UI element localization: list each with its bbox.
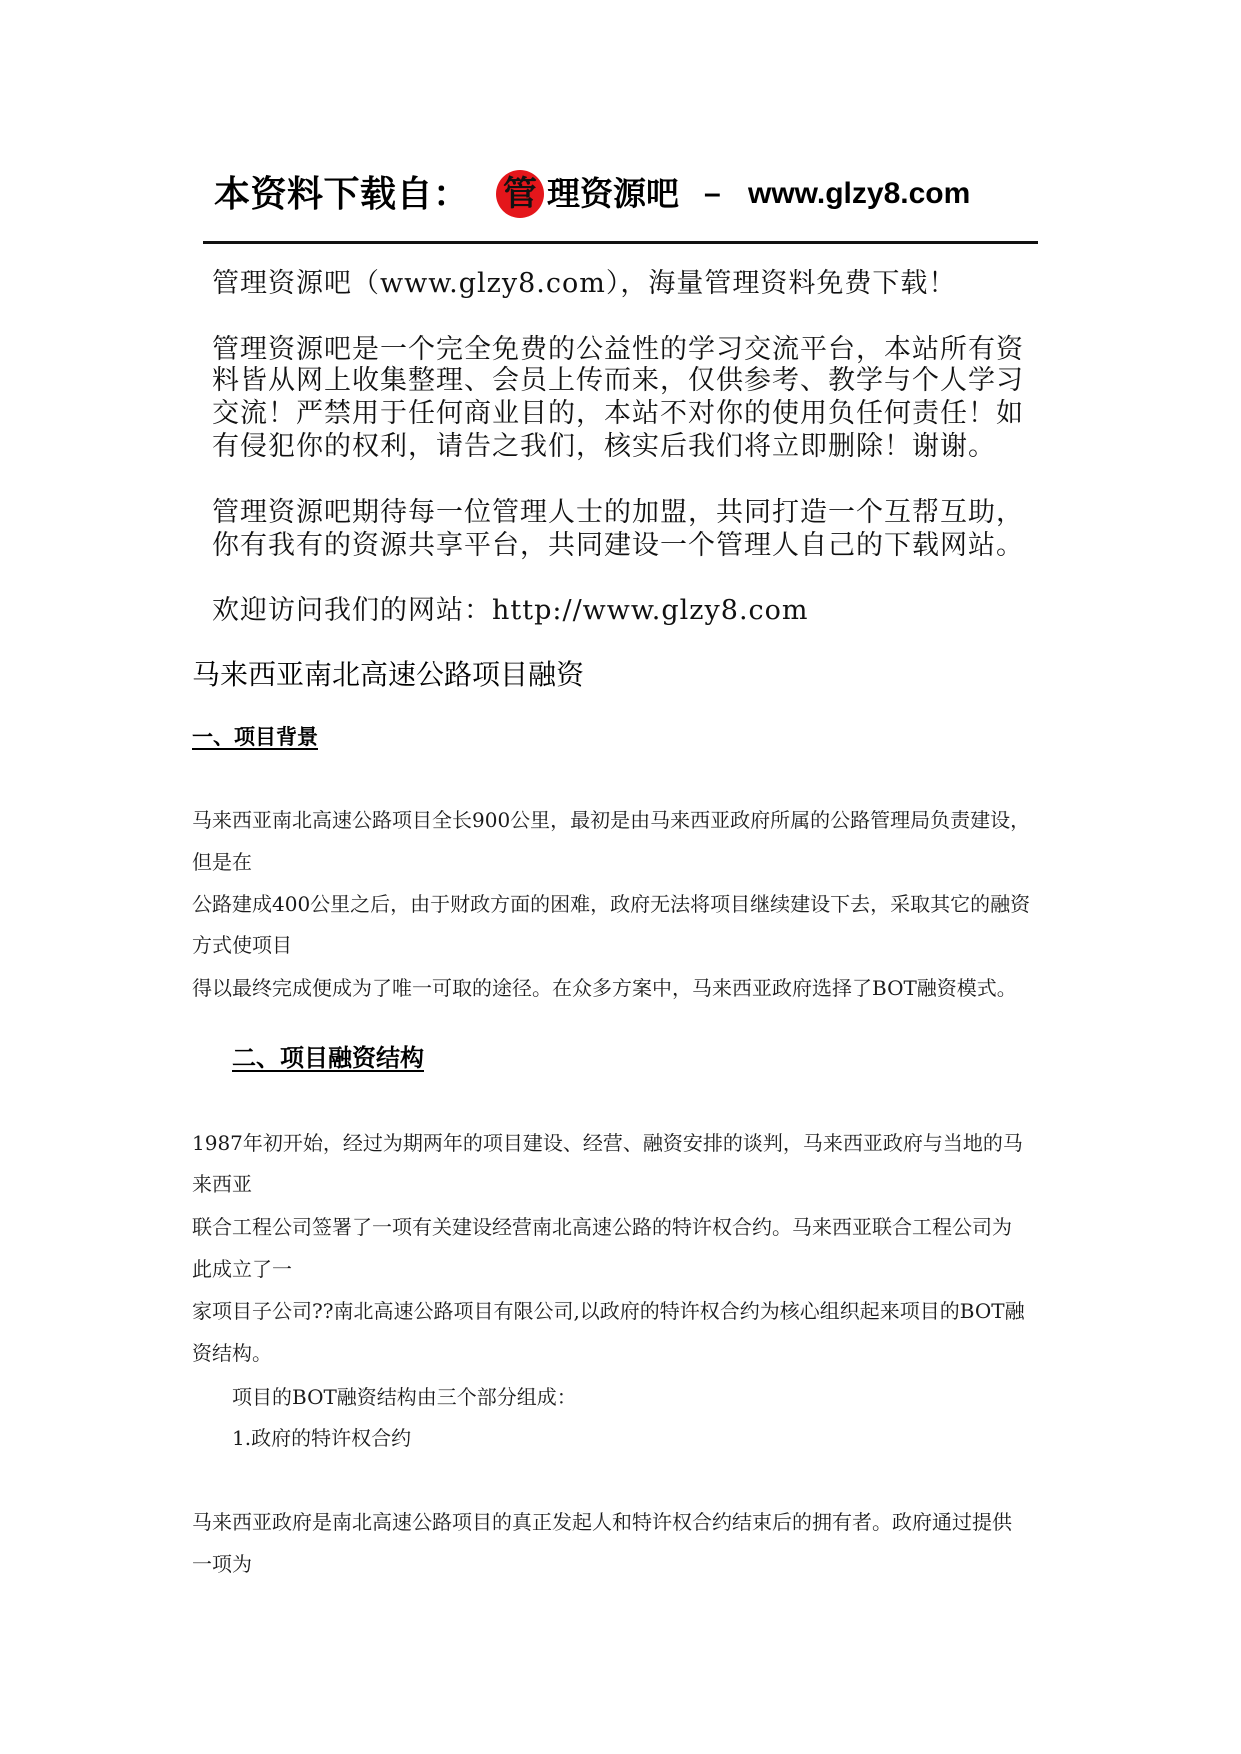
paragraph-line: 一项为 <box>192 1552 252 1576</box>
banner-dash: – <box>704 177 721 210</box>
banner-line: 有侵犯你的权利，请告之我们，核实后我们将立即删除！谢谢。 <box>212 431 996 462</box>
banner-line: 你有我有的资源共享平台，共同建设一个管理人自己的下载网站。 <box>212 530 1024 561</box>
paragraph-line: 资结构。 <box>192 1341 272 1365</box>
section-heading-financing-structure: 二、项目融资结构 <box>232 1043 424 1072</box>
paragraph-line: 来西亚 <box>192 1172 252 1196</box>
banner-line: 料皆从网上收集整理、会员上传而来，仅供参考、教学与个人学习 <box>212 365 1024 396</box>
paragraph-line: 1987年初开始，经过为期两年的项目建设、经营、融资安排的谈判，马来西亚政府与当地的马 <box>192 1131 1023 1155</box>
banner-site-url: www.glzy8.com <box>748 177 971 210</box>
section-heading-background: 一、项目背景 <box>192 724 318 749</box>
banner-website-line: 欢迎访问我们的网站：http://www.glzy8.com <box>212 595 809 626</box>
paragraph-line: 家项目子公司??南北高速公路项目有限公司,以政府的特许权合约为核心组织起来项目的BOT融 <box>192 1299 1025 1323</box>
document-title: 马来西亚南北高速公路项目融资 <box>192 658 585 691</box>
banner-line: 交流！严禁用于任何商业目的，本站不对你的使用负任何责任！如 <box>212 398 1024 429</box>
list-item: 1.政府的特许权合约 <box>232 1426 412 1450</box>
logo-text: 理资源吧 <box>547 175 679 212</box>
banner-line: 管理资源吧（www.glzy8.com），海量管理资料免费下载！ <box>212 268 957 299</box>
paragraph-line: 马来西亚南北高速公路项目全长900公里，最初是由马来西亚政府所属的公路管理局负责建设， <box>192 808 1031 832</box>
paragraph-line: 公路建成400公里之后，由于财政方面的困难，政府无法将项目继续建设下去，采取其它的融资 <box>192 892 1031 916</box>
banner-prefix: 本资料下载自： <box>214 173 470 214</box>
paragraph-line: 项目的BOT融资结构由三个部分组成： <box>232 1385 577 1409</box>
logo-icon: 管 <box>496 170 544 218</box>
paragraph-line: 联合工程公司签署了一项有关建设经营南北高速公路的特许权合约。马来西亚联合工程公司为 <box>192 1215 1012 1239</box>
paragraph-line: 得以最终完成便成为了唯一可取的途径。在众多方案中，马来西亚政府选择了BOT融资模式。 <box>192 976 1017 1000</box>
paragraph-line: 方式使项目 <box>192 933 292 957</box>
banner-line: 管理资源吧期待每一位管理人士的加盟，共同打造一个互帮互助， <box>212 497 1024 528</box>
paragraph-line: 此成立了一 <box>192 1257 292 1281</box>
paragraph-line: 马来西亚政府是南北高速公路项目的真正发起人和特许权合约结束后的拥有者。政府通过提供 <box>192 1510 1012 1534</box>
banner-line: 管理资源吧是一个完全免费的公益性的学习交流平台，本站所有资 <box>212 334 1024 365</box>
paragraph-line: 但是在 <box>192 850 252 874</box>
banner-divider <box>203 241 1038 244</box>
